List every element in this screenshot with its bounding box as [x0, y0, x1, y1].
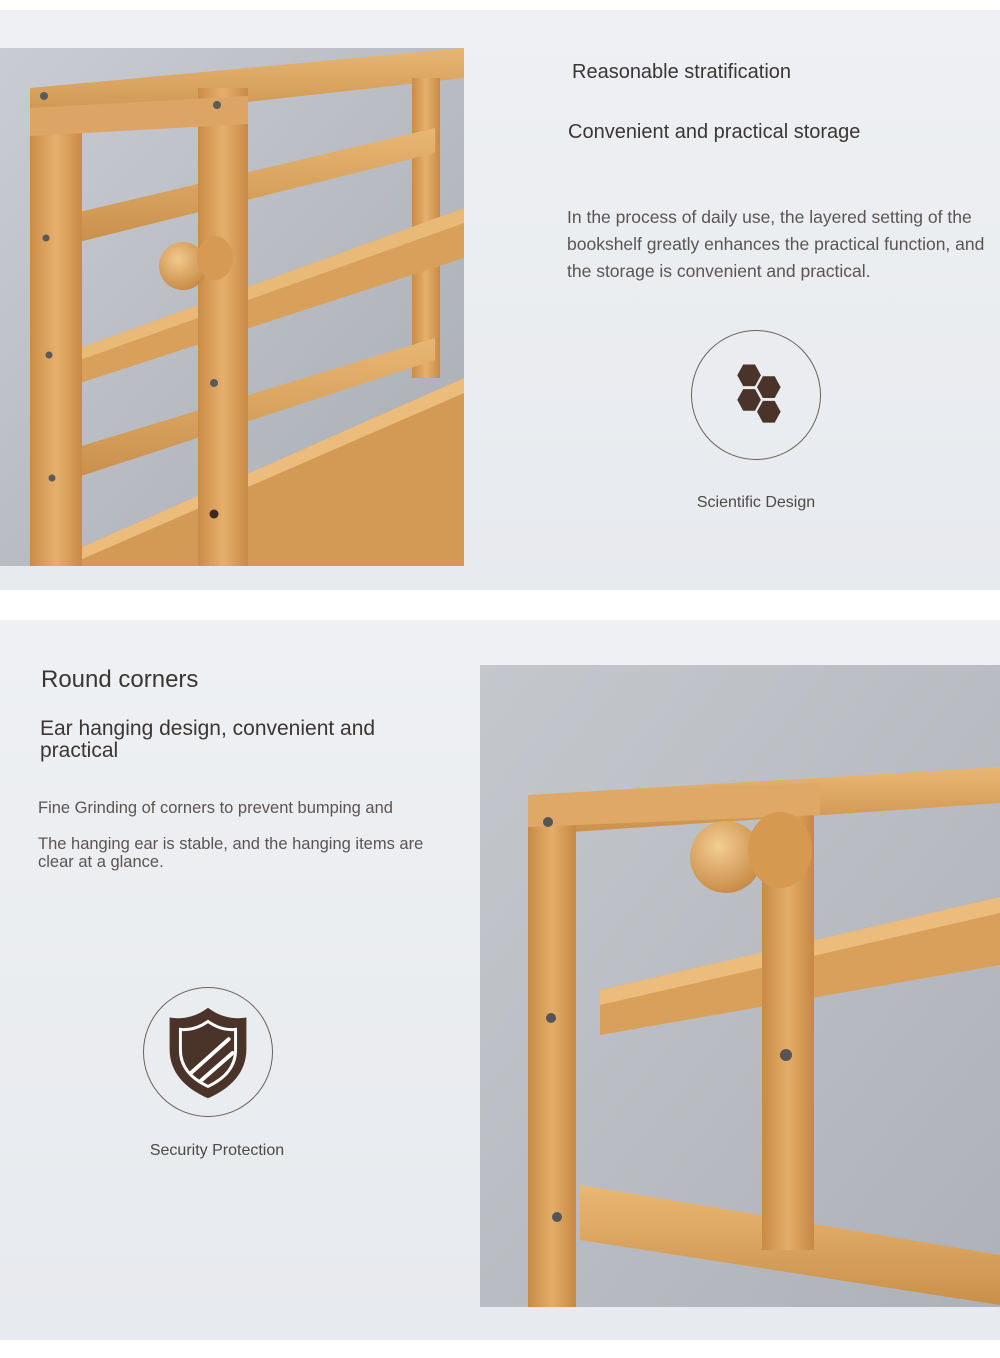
section-layered-storage — [0, 10, 1000, 590]
shield-icon — [144, 988, 272, 1116]
section-description-line-1: Fine Grinding of corners to prevent bumping and — [38, 799, 393, 817]
section-subtitle: Ear hanging design, convenient and practical — [40, 717, 376, 762]
security-protection-badge — [143, 987, 273, 1117]
shelf-hook-photo — [480, 665, 1000, 1307]
section-title: Round corners — [41, 666, 199, 693]
honeycomb-icon — [692, 331, 820, 459]
shelf-layers-photo — [0, 48, 464, 566]
section-round-corners — [0, 620, 1000, 1340]
badge-label: Security Protection — [149, 1142, 285, 1159]
section-subtitle: Convenient and practical storage — [568, 121, 861, 143]
scientific-design-badge — [691, 330, 821, 460]
section-description: In the process of daily use, the layered setting of the bookshelf greatly enhances the practical function, and the storage is convenient and practical. — [567, 207, 985, 281]
badge-label: Scientific Design — [696, 494, 816, 511]
section-description-line-2: The hanging ear is stable, and the hanging items are clear at a glance. — [38, 835, 424, 871]
section-title: Reasonable stratification — [572, 61, 792, 83]
